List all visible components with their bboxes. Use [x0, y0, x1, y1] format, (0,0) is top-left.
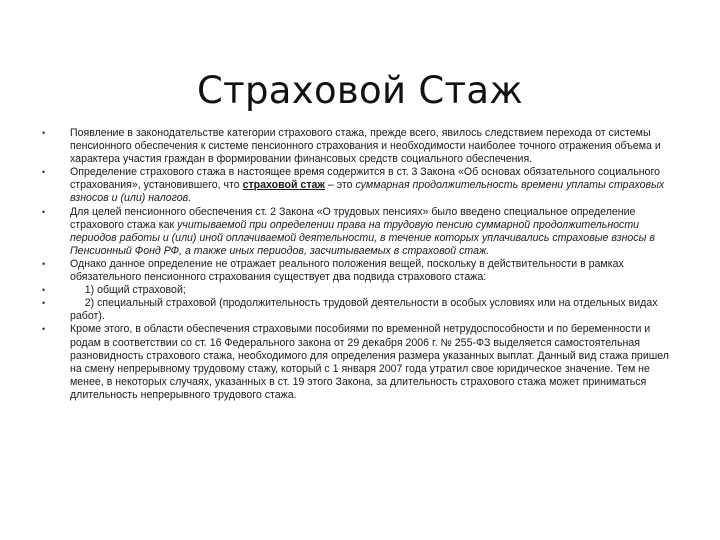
bullet-item [42, 166, 682, 205]
bullet-text: учитываемой при определении права на трудовую пенсию суммарной продолжительности периодов работы и (или) иной оплачиваемой деятельности, в течение которых уплачивались страховые взносы в Пенсионный Фонд РФ, а также иных периодов, засчитываемых в страховой стаж. [70, 218, 658, 257]
bullet-text: Однако данное определение не отражает реального положения вещей, поскольку в действительности в рамках обязательного пенсионного страхования существует два подвида страхового стажа: [70, 257, 627, 284]
bullet-dot-icon: • [42, 298, 46, 309]
bullet-text: суммарная продолжительность времени уплаты страховых взносов и (или) налогов. [70, 179, 668, 205]
bullet-item [42, 127, 682, 166]
bullet-item [42, 284, 682, 297]
bullet-dot-icon: • [42, 285, 46, 296]
bullet-dot-icon: • [42, 128, 46, 138]
bullet-item [42, 206, 682, 258]
bullet-text: – это [324, 179, 356, 192]
bullet-text: Для целей пенсионного обеспечения ст. 2 Закона «О трудовых пенсиях» было введено специальное определение страхового стажа как [70, 205, 639, 231]
slide-title: Страховой Стаж [197, 68, 523, 112]
bullet-dot-icon: • [42, 167, 46, 178]
bullet-dot-icon: • [42, 258, 46, 269]
bullet-text: Определение страхового стажа в настоящее время содержится в ст. 3 Закона «Об основах обязательного социального страхования», установившего, что [70, 166, 663, 192]
bullet-text: Появление в законодательстве категории страхового стажа, прежде всего, явилось следствием перехода от системы пенсионного обеспечения к системе пенсионного страхования и необходимости наиболее точного отражения объема и характера участия граждан в формировании финансовых средств социального обеспечения. [70, 127, 664, 166]
bullet-item [42, 323, 682, 402]
bullet-text: Кроме этого, в области обеспечения страховыми пособиями по временной нетрудоспособности и по беременности и родам в соответствии со ст. 16 Федерального закона от 29 декабря 2006 г. № 255-ФЗ выделяется самостоятельная разновидность страхового стажа, необходимого для определения размера указанных выплат. Данный вид стажа пришел на смену непрерывному трудовому стажу, который с 1 января 2007 года утратил свое юридическое значение. Тем не менее, в некоторых случаях, указанных в ст. 19 этого Закона, за длительность страхового стажа может приниматься длительность непрерывного трудового стажа. [70, 323, 672, 401]
bullet-dot-icon: • [42, 324, 46, 335]
bullet-list [42, 127, 682, 402]
bullet-text: 2) специальный страховой (продолжительность трудовой деятельности в особых условиях или на отдельных видах работ). [70, 297, 661, 323]
bullet-text: страховой стаж [242, 179, 325, 192]
bullet-item [42, 258, 682, 284]
bullet-text: 1) общий страховой; [70, 284, 186, 297]
bullet-item [42, 297, 682, 323]
bullet-dot-icon: • [42, 206, 46, 217]
